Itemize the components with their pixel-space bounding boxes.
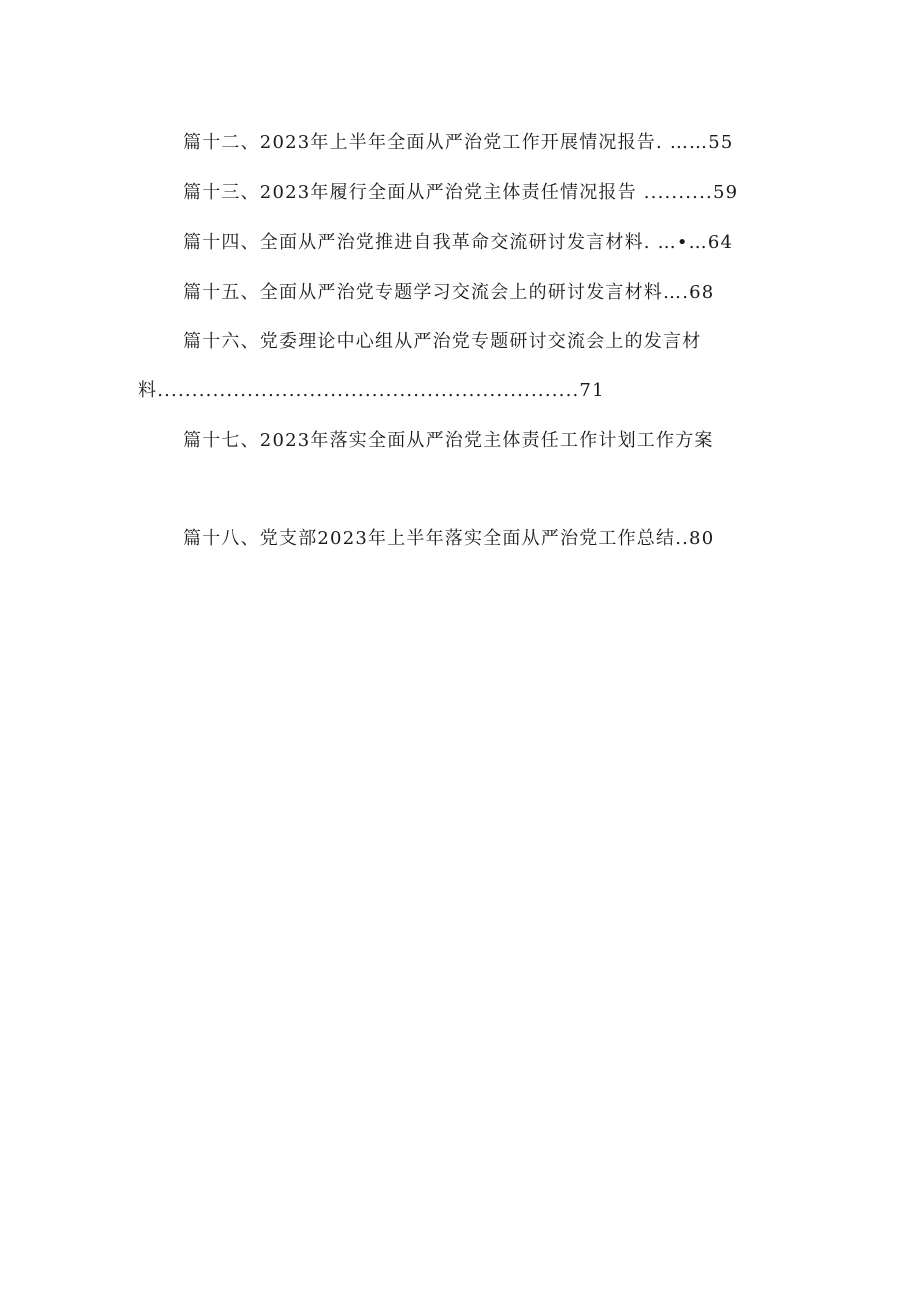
toc-entry-13: 篇十三、2023年履行全面从严治党主体责任情况报告 ..........59 bbox=[183, 182, 739, 203]
toc-entry-17: 篇十七、2023年落实全面从严治党主体责任工作计划工作方案 bbox=[183, 430, 714, 451]
toc-entry-16-continued: 料.............................................................71 bbox=[138, 380, 605, 401]
toc-entry-18: 篇十八、党支部2023年上半年落实全面从严治党工作总结..80 bbox=[183, 528, 715, 549]
toc-entry-12: 篇十二、2023年上半年全面从严治党工作开展情况报告. ……55 bbox=[183, 132, 734, 153]
toc-entry-15: 篇十五、全面从严治党专题学习交流会上的研讨发言材料….68 bbox=[183, 282, 715, 303]
toc-entry-16: 篇十六、党委理论中心组从严治党专题研讨交流会上的发言材 bbox=[183, 331, 702, 352]
toc-entry-14: 篇十四、全面从严治党推进自我革命交流研讨发言材料. …•…64 bbox=[183, 232, 734, 253]
